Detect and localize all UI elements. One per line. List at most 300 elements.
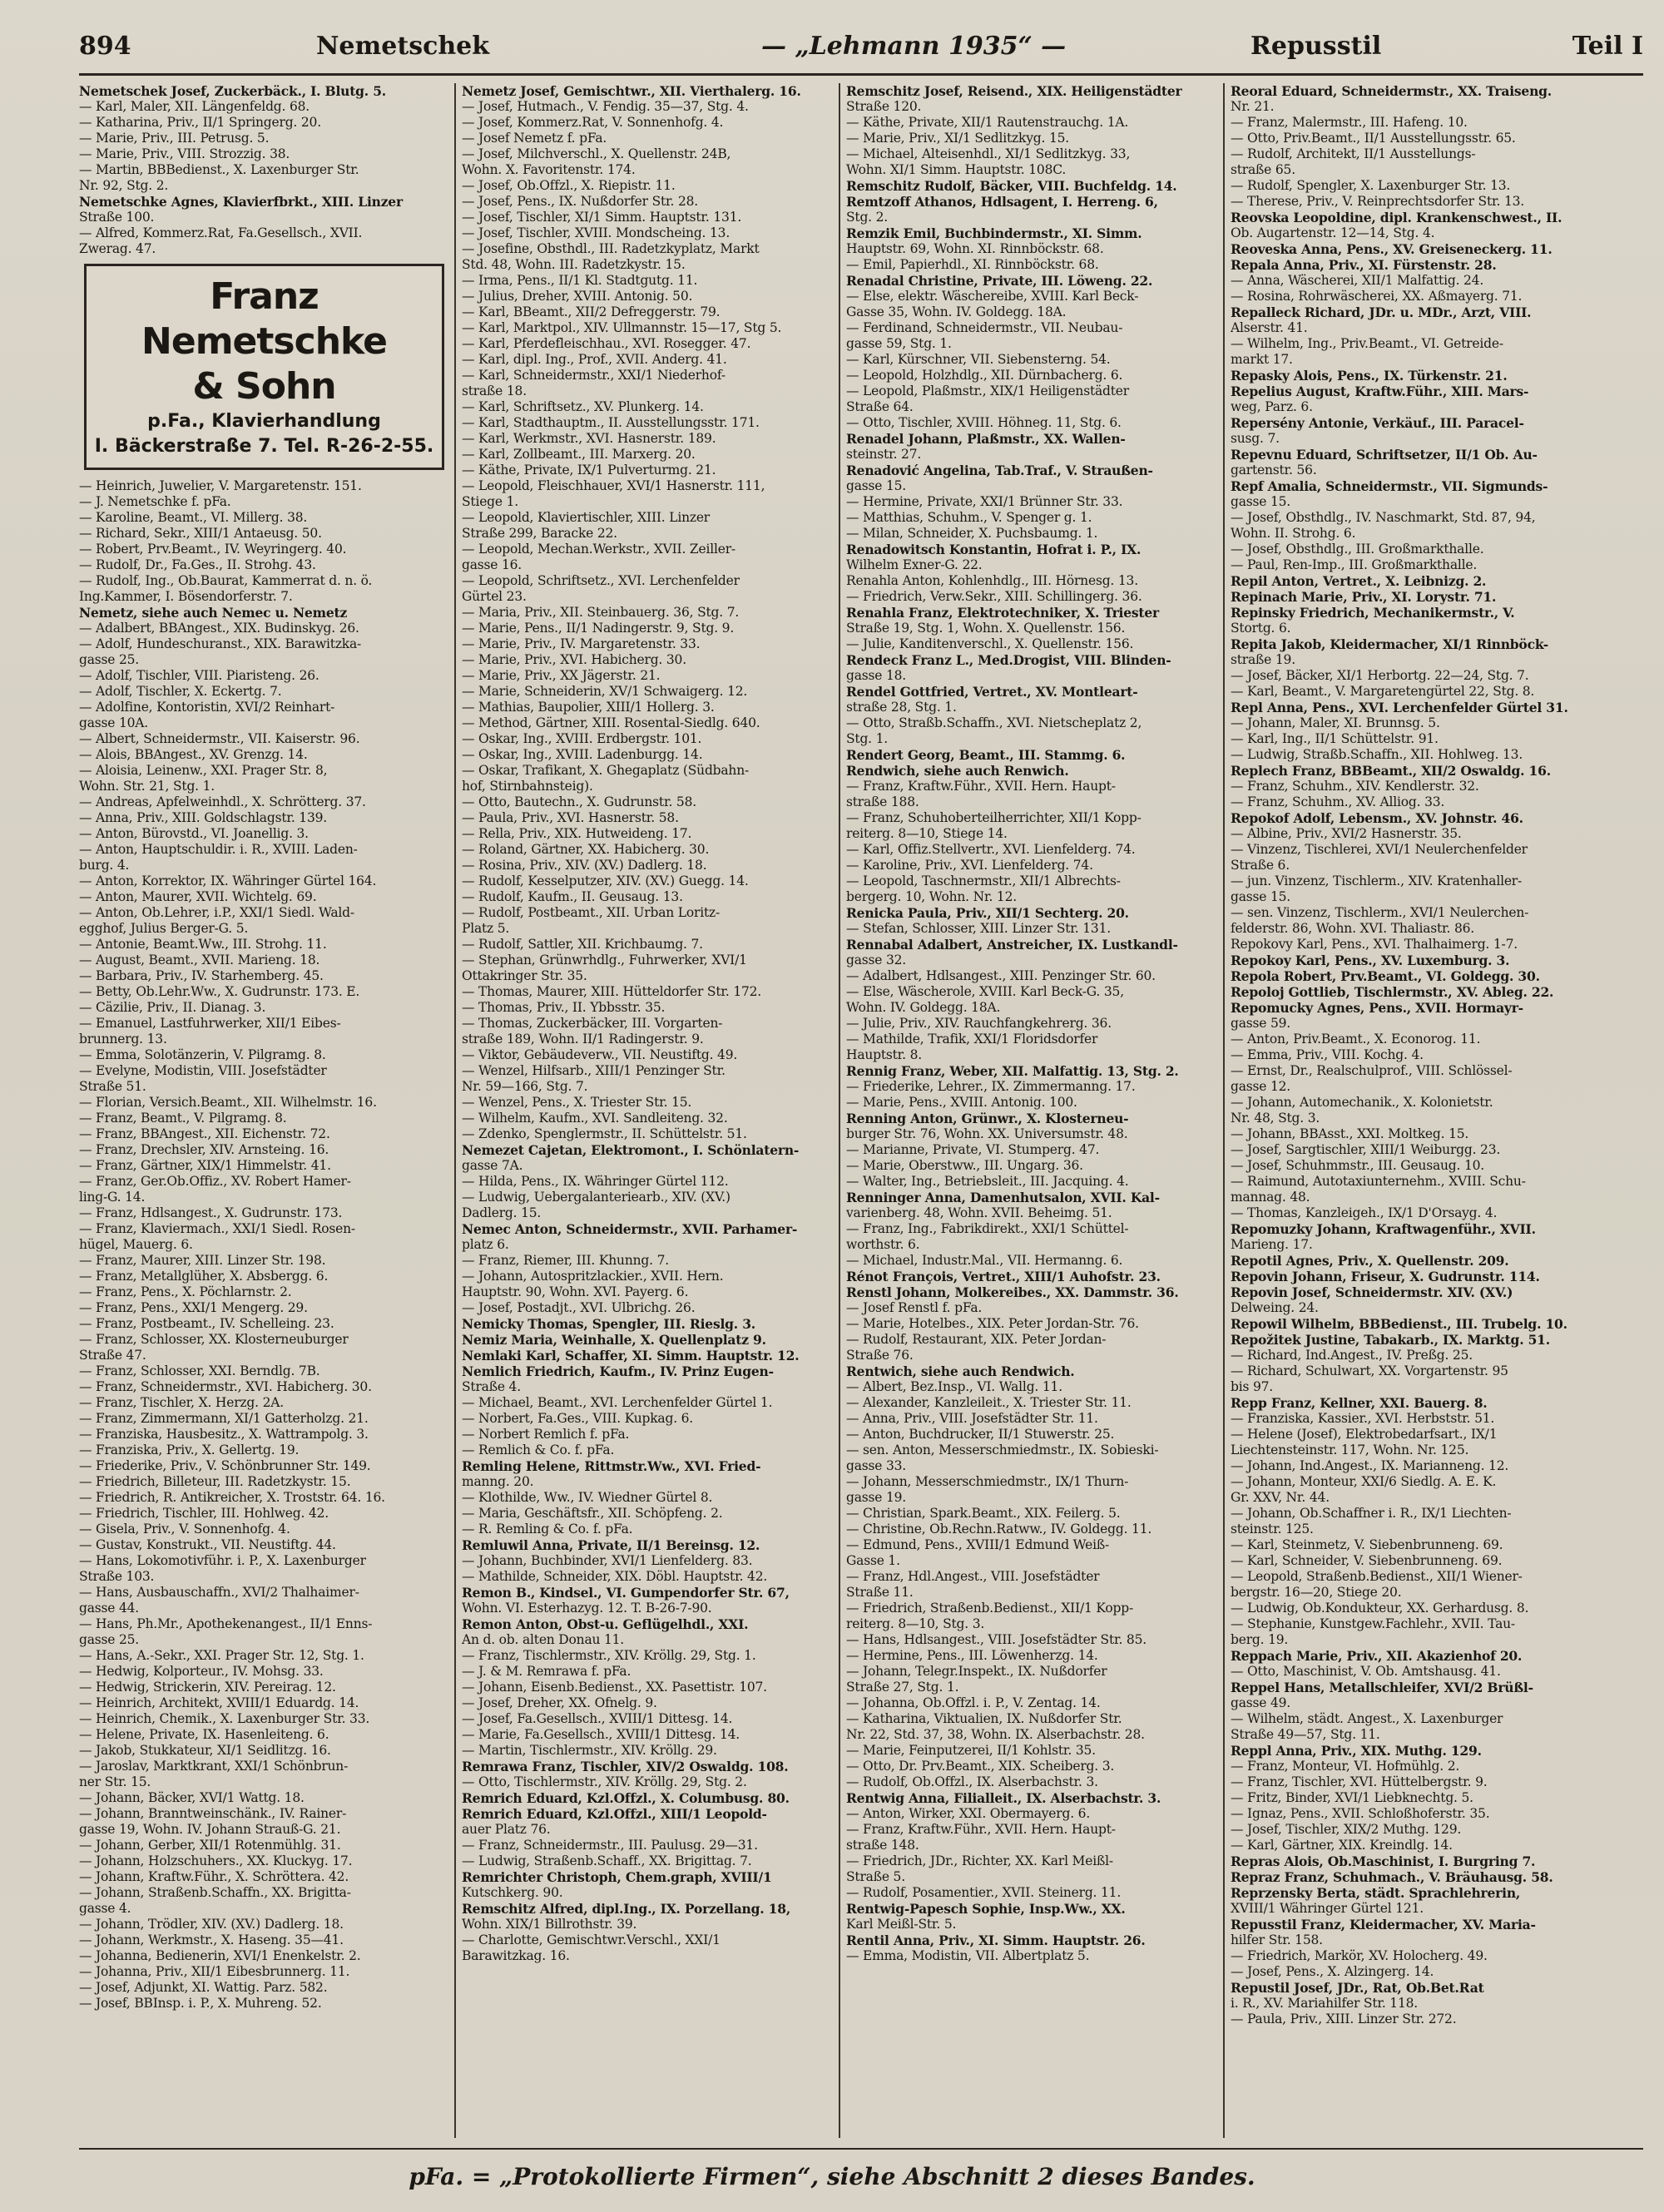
directory-entry-surname: Remling Helene, Rittmstr.Ww., XVI. Fried-	[462, 1458, 761, 1474]
directory-entry: — Roland, Gärtner, XX. Habicherg. 30.	[462, 842, 710, 857]
directory-entry: mannag. 48.	[1231, 1190, 1310, 1205]
directory-entry: — Leopold, Holzhdlg., XII. Dürnbacherg. 6.	[846, 368, 1123, 383]
directory-entry: — Marie, Pens., XVIII. Antonig. 100.	[846, 1095, 1077, 1110]
directory-entry: Zwerag. 47.	[79, 241, 156, 256]
column-1	[79, 83, 449, 2138]
directory-entry-surname: Renstl Johann, Molkereibes., XX. Dammstr. 36.	[846, 1284, 1179, 1300]
directory-entry: — Josef, Fa.Gesellsch., XVIII/1 Dittesg. 14.	[462, 1711, 733, 1726]
directory-entry: Straße 47.	[79, 1348, 146, 1363]
directory-entry: — Johann, Ob.Schaffner i. R., IX/1 Liechten-	[1231, 1506, 1512, 1521]
directory-entry: Delweing. 24.	[1231, 1300, 1319, 1315]
directory-entry: — Hans, Ausbauschaffn., XVI/2 Thalhaimer-	[79, 1585, 359, 1600]
directory-entry: — Johann, Holzschuhers., XX. Kluckyg. 17.	[79, 1853, 353, 1868]
directory-entry: — Marie, Fa.Gesellsch., XVIII/1 Dittesg. 14.	[462, 1727, 740, 1742]
directory-entry: — Evelyne, Modistin, VIII. Josefstädter	[79, 1063, 327, 1078]
directory-entry: — Josef, Pens., IX. Nußdorfer Str. 28.	[462, 194, 699, 209]
directory-entry: — Else, elektr. Wäschereibe, XVIII. Karl Beck-	[846, 289, 1139, 304]
directory-entry: — Rudolf, Sattler, XII. Krichbaumg. 7.	[462, 937, 703, 952]
directory-entry-surname: Repotil Agnes, Priv., X. Quellenstr. 209.	[1231, 1253, 1509, 1269]
directory-entry: — Leopold, Fleischhauer, XVI/1 Hasnerstr. 111,	[462, 478, 765, 493]
directory-entry: — Emma, Priv., VIII. Kochg. 4.	[1231, 1047, 1424, 1062]
directory-entry-surname: Nemetschek Josef, Zuckerbäck., I. Blutg. 5.	[79, 83, 386, 99]
directory-entry: — Friederike, Lehrer., IX. Zimmermanng. 17.	[846, 1079, 1136, 1094]
directory-entry: — Franziska, Priv., X. Gellertg. 19.	[79, 1443, 300, 1457]
directory-entry-surname: Remrichter Christoph, Chem.graph, XVIII/1	[462, 1869, 772, 1885]
directory-entry: — Anton, Hauptschuldir. i. R., XVIII. Laden-	[79, 842, 358, 857]
directory-entry-surname: Repola Robert, Prv.Beamt., VI. Goldegg. 30.	[1231, 968, 1540, 984]
directory-entry: — Anna, Priv., XIII. Goldschlagstr. 139.	[79, 810, 328, 825]
directory-entry: — Helene, Private, IX. Hasenleiteng. 6.	[79, 1727, 329, 1742]
directory-entry: — Oskar, Trafikant, X. Ghegaplatz (Südbahn-	[462, 763, 750, 778]
directory-entry: — Rudolf, Architekt, II/1 Ausstellungs-	[1231, 146, 1476, 161]
directory-entry: — Johann, Bäcker, XVI/1 Wattg. 18.	[79, 1790, 305, 1805]
directory-entry: gasse 33.	[846, 1458, 907, 1473]
directory-entry-surname: Nemetschke Agnes, Klavierfbrkt., XIII. Linzer	[79, 194, 403, 210]
directory-entry: gasse 15.	[1231, 889, 1291, 904]
directory-entry: — Josefine, Obsthdl., III. Radetzkyplatz, Markt	[462, 241, 760, 256]
directory-entry-surname: Rendeck Franz L., Med.Drogist, VIII. Blinden-	[846, 652, 1171, 668]
directory-entry: — Franz, Hdlsangest., X. Gudrunstr. 173.	[79, 1205, 343, 1220]
directory-entry-surname: Renahla Franz, Elektrotechniker, X. Triester	[846, 605, 1159, 621]
directory-entry: — Rudolf, Dr., Fa.Ges., II. Strohg. 43.	[79, 557, 316, 572]
directory-entry: — Alfred, Kommerz.Rat, Fa.Gesellsch., XVII.	[79, 225, 363, 240]
directory-entry: Kutschkerg. 90.	[462, 1885, 563, 1900]
directory-entry-surname: Repl Anna, Pens., XVI. Lerchenfelder Gürtel 31.	[1231, 700, 1568, 715]
directory-entry: — Wilhelm, Kaufm., XVI. Sandleiteng. 32.	[462, 1111, 728, 1126]
directory-entry: markt 17.	[1231, 352, 1293, 367]
directory-entry: burg. 4.	[79, 858, 130, 873]
directory-entry: — Emanuel, Lastfuhrwerker, XII/1 Eibes-	[79, 1016, 341, 1031]
directory-entry: gasse 44.	[79, 1601, 140, 1616]
directory-entry: — Karl, Zollbeamt., III. Marxerg. 20.	[462, 447, 696, 462]
column-3	[846, 83, 1218, 2138]
directory-entry-surname: Repras Alois, Ob.Maschinist, I. Burgring 7.	[1231, 1853, 1536, 1869]
directory-entry: hof, Stirnbahnsteig).	[462, 779, 593, 794]
directory-entry: — Katharina, Priv., II/1 Springerg. 20.	[79, 115, 321, 130]
directory-entry-surname: Repevnu Eduard, Schriftsetzer, II/1 Ob. Au-	[1231, 447, 1538, 463]
directory-entry: — Franz, Schneidermstr., XVI. Habicherg. 30.	[79, 1379, 372, 1394]
directory-entry: Nr. 59—166, Stg. 7.	[462, 1079, 588, 1094]
directory-entry: — Norbert, Fa.Ges., VIII. Kupkag. 6.	[462, 1411, 694, 1426]
directory-entry: — Anton, Priv.Beamt., X. Econorog. 11.	[1231, 1032, 1481, 1047]
directory-entry: — Julius, Dreher, XVIII. Antonig. 50.	[462, 289, 693, 304]
directory-entry-surname: Remrawa Franz, Tischler, XIV/2 Oswaldg. 108.	[462, 1759, 789, 1774]
directory-entry-surname: Renning Anton, Grünwr., X. Klosterneu-	[846, 1111, 1129, 1126]
directory-entry: — J. & M. Remrawa f. pFa.	[462, 1664, 631, 1679]
directory-entry: — Johann, Messerschmiedmstr., IX/1 Thurn-	[846, 1474, 1129, 1489]
directory-entry: — Hermine, Pens., III. Löwenherzg. 14.	[846, 1648, 1098, 1663]
directory-entry: — Michael, Industr.Mal., VII. Hermanng. 6.	[846, 1253, 1123, 1268]
directory-entry: — Walter, Ing., Betriebsleit., III. Jacquing. 4.	[846, 1174, 1129, 1189]
directory-entry: straße 189, Wohn. II/1 Radingerstr. 9.	[462, 1032, 704, 1047]
directory-entry: Wohn. X. Favoritenstr. 174.	[462, 162, 636, 177]
directory-entry-surname: Nemlich Friedrich, Kaufm., IV. Prinz Eugen-	[462, 1363, 774, 1379]
directory-entry: — Therese, Priv., V. Reinprechtsdorfer Str. 13.	[1231, 194, 1525, 209]
directory-entry-surname: Renadel Johann, Plaßmstr., XX. Wallen-	[846, 431, 1126, 447]
directory-entry-surname: Repovin Josef, Schneidermstr. XIV. (XV.)	[1231, 1284, 1513, 1300]
directory-entry-surname: Repustil Josef, JDr., Rat, Ob.Bet.Rat	[1231, 1980, 1484, 1996]
directory-entry: hügel, Mauerg. 6.	[79, 1237, 193, 1252]
directory-entry: gasse 4.	[79, 1901, 131, 1916]
directory-entry: — Rudolf, Spengler, X. Laxenburger Str. 13.	[1231, 178, 1511, 193]
directory-entry: — Emma, Modistin, VII. Albertplatz 5.	[846, 1948, 1090, 1963]
directory-entry: — Franz, Schneidermstr., III. Paulusg. 29—31.	[462, 1838, 758, 1853]
directory-entry: — Mathias, Baupolier, XIII/1 Hollerg. 3.	[462, 700, 715, 715]
directory-entry: — Karl, Offiz.Stellvertr., XVI. Lienfelderg. 74.	[846, 842, 1136, 857]
directory-entry: — Helene (Josef), Elektrobedarfsart., IX/1	[1231, 1427, 1498, 1442]
directory-entry-surname: Repomucky Agnes, Pens., XVII. Hormayr-	[1231, 1000, 1523, 1016]
directory-entry: — Josef, Tischler, XVIII. Mondscheing. 13.	[462, 225, 730, 240]
directory-entry-surname: Reoral Eduard, Schneidermstr., XX. Traiseng.	[1231, 83, 1552, 99]
directory-entry: — Friedrich, R. Antikreicher, X. Troststr. 64. 16.	[79, 1490, 385, 1505]
directory-entry: — Leopold, Straßenb.Bedienst., XII/1 Wiener-	[1231, 1569, 1523, 1584]
directory-entry: — Franz, Ing., Fabrikdirekt., XXI/1 Schüttel-	[846, 1221, 1129, 1236]
directory-entry: — Karl, Maler, XII. Längenfeldg. 68.	[79, 99, 310, 114]
directory-entry-surname: Remschitz Alfred, dipl.Ing., IX. Porzellang. 18,	[462, 1901, 791, 1917]
directory-entry-surname: Replech Franz, BBBeamt., XII/2 Oswaldg. 16.	[1231, 763, 1551, 779]
directory-entry-surname: Repokoy Karl, Pens., XV. Luxemburg. 3.	[1231, 953, 1510, 968]
directory-entry-surname: Reppel Hans, Metallschleifer, XVI/2 Brüßl-	[1231, 1680, 1533, 1695]
directory-entry: — Franz, Zimmermann, XI/1 Gatterholzg. 21.	[79, 1411, 369, 1426]
directory-entry: — Mathilde, Schneider, XIX. Döbl. Hauptstr. 42.	[462, 1569, 768, 1584]
directory-entry: — Michael, Beamt., XVI. Lerchenfelder Gürtel 1.	[462, 1395, 773, 1410]
directory-entry: — Irma, Pens., II/1 Kl. Stadtgutg. 11.	[462, 273, 698, 288]
directory-entry: — Franz, Schlosser, XXI. Berndlg. 7B.	[79, 1363, 320, 1378]
directory-entry-surname: Repita Jakob, Kleidermacher, XI/1 Rinnböck-	[1231, 636, 1548, 652]
directory-entry: — Anton, Ob.Lehrer, i.P., XXI/1 Siedl. Wald-	[79, 905, 354, 920]
directory-entry: Wohn. XIX/1 Billrothstr. 39.	[462, 1917, 637, 1932]
directory-entry: ling-G. 14.	[79, 1190, 146, 1205]
directory-entry: — sen. Anton, Messerschmiedmstr., IX. Sobieski-	[846, 1443, 1159, 1457]
column-divider	[454, 83, 456, 2138]
directory-entry: — Karl, Schneider, V. Siebenbrunneng. 69.	[1231, 1553, 1503, 1568]
directory-entry: — Thomas, Kanzleigeh., IX/1 D'Orsayg. 4.	[1231, 1205, 1498, 1220]
directory-entry: — Vinzenz, Tischlerei, XVI/1 Neulerchenfelder	[1231, 842, 1528, 857]
directory-entry: — Alexander, Kanzleileit., X. Triester Str. 11.	[846, 1395, 1132, 1410]
column-divider	[839, 83, 840, 2138]
directory-entry: — Johann, Trödler, XIV. (XV.) Dadlerg. 18.	[79, 1917, 344, 1932]
directory-entry: Straße 120.	[846, 99, 922, 114]
directory-entry: — Oskar, Ing., XVIII. Erdbergstr. 101.	[462, 731, 702, 746]
directory-entry-surname: Nemezet Cajetan, Elektromont., I. Schönlatern-	[462, 1142, 800, 1158]
directory-entry: Hauptstr. 8.	[846, 1047, 923, 1062]
directory-entry: — Fritz, Binder, XVI/1 Liebknechtg. 5.	[1231, 1790, 1473, 1805]
directory-entry: — Wilhelm, Ing., Priv.Beamt., VI. Getreide-	[1231, 336, 1503, 351]
directory-entry: — Marie, Pens., II/1 Nadingerstr. 9, Stg. 9.	[462, 621, 735, 636]
directory-entry: — Franziska, Kassier., XVI. Herbststr. 51.	[1231, 1411, 1495, 1426]
directory-entry: — Otto, Straßb.Schaffn., XVI. Nietscheplatz 2,	[846, 715, 1142, 730]
directory-entry: gasse 19, Wohn. IV. Johann Strauß-G. 21.	[79, 1822, 341, 1837]
advertisement-box	[84, 264, 444, 470]
directory-entry: Stg. 1.	[846, 731, 889, 746]
directory-entry-surname: Rendel Gottfried, Vertret., XV. Montleart-	[846, 684, 1138, 700]
directory-entry-surname: Repomuzky Johann, Kraftwagenführ., XVII.	[1231, 1221, 1536, 1237]
directory-entry: — Franz, Schuhm., XIV. Kendlerstr. 32.	[1231, 779, 1479, 794]
column-2	[462, 83, 834, 2138]
directory-entry: — Gustav, Konstrukt., VII. Neustiftg. 44.	[79, 1537, 336, 1552]
directory-entry: straße 188.	[846, 794, 919, 809]
directory-entry: — Martin, BBBedienst., X. Laxenburger Str.	[79, 162, 359, 177]
directory-entry: — Franz, Kraftw.Führ., XVII. Hern. Haupt-	[846, 779, 1116, 794]
directory-entry-surname: Remtzoff Athanos, Hdlsagent, I. Herreng. 6,	[846, 194, 1158, 210]
directory-entry: — Antonie, Beamt.Ww., III. Strohg. 11.	[79, 937, 327, 952]
directory-entry: Ottakringer Str. 35.	[462, 968, 587, 983]
directory-entry: — Marie, Priv., VIII. Strozzig. 38.	[79, 146, 290, 161]
directory-entry: brunnerg. 13.	[79, 1032, 167, 1047]
directory-entry: Nr. 22, Std. 37, 38, Wohn. IX. Alserbachstr. 28.	[846, 1727, 1145, 1742]
directory-entry: — Franz, BBAngest., XII. Eichenstr. 72.	[79, 1126, 330, 1141]
directory-entry: Nr. 48, Stg. 3.	[1231, 1111, 1320, 1126]
directory-entry: — Albert, Bez.Insp., VI. Wallg. 11.	[846, 1379, 1062, 1394]
directory-entry-surname: Repowil Wilhelm, BBBedienst., III. Trubelg. 10.	[1231, 1316, 1567, 1332]
directory-entry: ner Str. 15.	[79, 1774, 151, 1789]
directory-entry: — Karl, Gärtner, XIX. Kreindlg. 14.	[1231, 1838, 1453, 1853]
directory-entry: — Maria, Priv., XII. Steinbauerg. 36, Stg. 7.	[462, 605, 740, 620]
directory-entry: Dadlerg. 15.	[462, 1205, 542, 1220]
directory-entry: — Betty, Ob.Lehr.Ww., X. Gudrunstr. 173. E.	[79, 984, 360, 999]
directory-entry: — Josef, Sargtischler, XIII/1 Weiburgg. 23.	[1231, 1142, 1501, 1157]
directory-entry: Gasse 1.	[846, 1553, 900, 1568]
directory-entry-surname: Nemlaki Karl, Schaffer, XI. Simm. Hauptstr. 12.	[462, 1348, 800, 1363]
directory-entry: burger Str. 76, Wohn. XX. Universumstr. 48.	[846, 1126, 1128, 1141]
directory-entry: — Käthe, Private, IX/1 Pulverturmg. 21.	[462, 463, 716, 478]
directory-entry: — Heinrich, Chemik., X. Laxenburger Str. 33.	[79, 1711, 370, 1726]
directory-entry-surname: Rénot François, Vertret., XIII/1 Auhofstr. 23.	[846, 1269, 1161, 1284]
directory-entry: Hauptstr. 90, Wohn. XVI. Payerg. 6.	[462, 1284, 689, 1299]
directory-entry: straße 18.	[462, 384, 527, 398]
directory-entry: Platz 5.	[462, 921, 510, 936]
directory-entry: Straße 49—57, Stg. 11.	[1231, 1727, 1380, 1742]
directory-entry: — Josef, Obsthdlg., IV. Naschmarkt, Std. 87, 94,	[1231, 510, 1536, 525]
directory-entry: — Hans, Lokomotivführ. i. P., X. Laxenburger	[79, 1553, 366, 1568]
directory-entry: — Leopold, Taschnermstr., XII/1 Albrechts-	[846, 873, 1121, 888]
directory-entry: — Oskar, Ing., XVIII. Ladenburgg. 14.	[462, 747, 703, 762]
directory-entry: Straße 76.	[846, 1348, 914, 1363]
directory-entry: — Remlich & Co. f. pFa.	[462, 1443, 615, 1457]
directory-entry: Hauptstr. 69, Wohn. XI. Rinnböckstr. 68.	[846, 241, 1104, 256]
column-4	[1231, 83, 1643, 2138]
directory-entry-surname: Repusstil Franz, Kleidermacher, XV. Maria-	[1231, 1917, 1536, 1932]
directory-entry: Stiege 1.	[462, 494, 518, 509]
directory-entry: gasse 10A.	[79, 715, 149, 730]
directory-entry: — Josef, Kommerz.Rat, V. Sonnenhofg. 4.	[462, 115, 724, 130]
directory-entry: gasse 15.	[1231, 494, 1291, 509]
directory-entry-surname: Repil Anton, Vertret., X. Leibnizg. 2.	[1231, 573, 1487, 589]
directory-entry: — Adalbert, BBAngest., XIX. Budinskyg. 26.	[79, 621, 359, 636]
directory-entry: — Franziska, Hausbesitz., X. Wattrampolg. 3.	[79, 1427, 369, 1442]
directory-entry: — Marie, Feinputzerei, II/1 Kohlstr. 35.	[846, 1743, 1096, 1758]
directory-entry-surname: Renninger Anna, Damenhutsalon, XVII. Kal-	[846, 1190, 1160, 1205]
directory-entry: — Norbert Remlich f. pFa.	[462, 1427, 630, 1442]
directory-entry-surname: Rentil Anna, Priv., XI. Simm. Hauptstr. 26.	[846, 1932, 1146, 1948]
directory-entry-surname: Remrich Eduard, Kzl.Offzl., X. Columbusg. 80.	[462, 1790, 790, 1806]
directory-entry: bergstr. 16—20, Stiege 20.	[1231, 1585, 1402, 1600]
directory-entry: — Anton, Bürovstd., VI. Joanellig. 3.	[79, 826, 309, 841]
first-name-guide: Nemetschek	[316, 32, 490, 61]
directory-entry: — Josef, Dreher, XX. Ofnelg. 9.	[462, 1695, 657, 1710]
directory-entry: — Marie, Priv., XI/1 Sedlitzkyg. 15.	[846, 131, 1069, 146]
directory-entry: — Heinrich, Juwelier, V. Margaretenstr. 151.	[79, 478, 362, 493]
directory-entry: — Wilhelm, städt. Angest., X. Laxenburger	[1231, 1711, 1503, 1726]
directory-entry: — Karl, Schriftsetz., XV. Plunkerg. 14.	[462, 399, 704, 414]
directory-entry: auer Platz 76.	[462, 1822, 551, 1837]
directory-entry: — Method, Gärtner, XIII. Rosental-Siedlg. 640.	[462, 715, 760, 730]
directory-entry: — Marie, Priv., IV. Margaretenstr. 33.	[462, 636, 701, 651]
page-footer-note: pFa. = „Protokollierte Firmen“, siehe Abschnitt 2 dieses Bandes.	[409, 2163, 1255, 2190]
directory-entry: — Josef, Obsthdlg., III. Großmarkthalle.	[1231, 542, 1484, 557]
directory-entry: — Jakob, Stukkateur, XI/1 Seidlitzg. 16.	[79, 1743, 331, 1758]
directory-entry-surname: Nemetz, siehe auch Nemec u. Nemetz	[79, 605, 348, 621]
page-header	[79, 32, 1643, 65]
directory-entry: — Thomas, Maurer, XIII. Hütteldorfer Str. 172.	[462, 984, 762, 999]
directory-entry: — Marie, Hotelbes., XIX. Peter Jordan-Str. 76.	[846, 1316, 1139, 1331]
directory-entry: — Paula, Priv., XVI. Hasnerstr. 58.	[462, 810, 679, 825]
directory-entry: — Ludwig, Ob.Kondukteur, XX. Gerhardusg. 8.	[1231, 1601, 1529, 1616]
directory-entry: — Ludwig, Uebergalanteriearb., XIV. (XV.)	[462, 1190, 730, 1205]
directory-entry-surname: Rendwich, siehe auch Renwich.	[846, 763, 1069, 779]
directory-entry: — Stefan, Schlosser, XIII. Linzer Str. 131.	[846, 921, 1111, 936]
directory-entry: — Friederike, Priv., V. Schönbrunner Str. 149.	[79, 1458, 371, 1473]
column-4-entries	[1231, 83, 1643, 2027]
directory-entry: Renahla Anton, Kohlenhdlg., III. Hörnesg. 13.	[846, 573, 1138, 588]
directory-entry: — Robert, Prv.Beamt., IV. Weyringerg. 40.	[79, 542, 347, 557]
directory-entry: — Otto, Tischler, XVIII. Höhneg. 11, Stg. 6.	[846, 415, 1122, 430]
directory-entry-surname: Rentwich, siehe auch Rendwich.	[846, 1363, 1075, 1379]
directory-entry: — Viktor, Gebäudeverw., VII. Neustiftg. 49.	[462, 1047, 738, 1062]
directory-entry: — Franz, Monteur, VI. Hofmühlg. 2.	[1231, 1759, 1460, 1774]
directory-entry: — Adolf, Hundeschuranst., XIX. Barawitzka-	[79, 636, 362, 651]
directory-entry: — Adolf, Tischler, VIII. Piaristeng. 26.	[79, 668, 319, 683]
directory-entry: — Adolf, Tischler, X. Eckertg. 7.	[79, 684, 282, 699]
directory-entry-surname: Repraz Franz, Schuhmach., V. Bräuhausg. 58.	[1231, 1869, 1553, 1885]
directory-entry-surname: Rentwig Anna, Filialleit., IX. Alserbachstr. 3.	[846, 1790, 1161, 1806]
directory-entry: — Julie, Kanditenverschl., X. Quellenstr. 156.	[846, 636, 1134, 651]
directory-entry: gartenstr. 56.	[1231, 463, 1317, 478]
directory-entry: Gasse 35, Wohn. IV. Goldegg. 18A.	[846, 304, 1067, 319]
directory-entry: — Charlotte, Gemischtwr.Verschl., XXI/1	[462, 1932, 721, 1947]
directory-entry: — Albine, Priv., XVI/2 Hasnerstr. 35.	[1231, 826, 1462, 841]
directory-entry: — Hedwig, Strickerin, XIV. Pereirag. 12.	[79, 1680, 336, 1695]
directory-entry: — Johann, Werkmstr., X. Haseng. 35—41.	[79, 1932, 344, 1947]
directory-entry: — J. Nemetschke f. pFa.	[79, 494, 231, 509]
directory-entry: — Franz, Schuhm., XV. Alliog. 33.	[1231, 794, 1445, 809]
directory-entry-surname: Repp Franz, Kellner, XXI. Bauerg. 8.	[1231, 1395, 1488, 1411]
directory-entry: — Josef Renstl f. pFa.	[846, 1300, 983, 1315]
directory-entry: — Josef, Tischler, XIX/2 Muthg. 129.	[1231, 1822, 1462, 1837]
directory-entry-surname: Reppach Marie, Priv., XII. Akazienhof 20.	[1231, 1648, 1523, 1664]
directory-entry: — Christian, Spark.Beamt., XIX. Feilerg. 5.	[846, 1506, 1121, 1521]
directory-entry-surname: Repožitek Justine, Tabakarb., IX. Marktg. 51.	[1231, 1332, 1550, 1348]
directory-entry: — R. Remling & Co. f. pFa.	[462, 1522, 633, 1537]
directory-entry: — Karoline, Priv., XVI. Lienfelderg. 74.	[846, 858, 1093, 873]
column-1-entries-top	[79, 83, 449, 257]
directory-entry-surname: Renadowitsch Konstantin, Hofrat i. P., IX.	[846, 542, 1142, 557]
directory-entry: worthstr. 6.	[846, 1237, 920, 1252]
directory-entry-surname: Rennig Franz, Weber, XII. Malfattig. 13, Stg. 2.	[846, 1063, 1179, 1079]
directory-entry: — Friedrich, JDr., Richter, XX. Karl Meißl-	[846, 1853, 1113, 1868]
directory-entry: — Leopold, Schriftsetz., XVI. Lerchenfelder	[462, 573, 740, 588]
directory-entry: — Richard, Schulwart, XX. Vorgartenstr. 95	[1231, 1363, 1508, 1378]
directory-entry: straße 148.	[846, 1838, 919, 1853]
directory-entry-surname: Repala Anna, Priv., XI. Fürstenstr. 28.	[1231, 257, 1497, 273]
directory-entry: — Franz, Schlosser, XX. Klosterneuburger	[79, 1332, 349, 1347]
directory-entry: — Leopold, Mechan.Werkstr., XVII. Zeiller-	[462, 542, 735, 557]
directory-entry: Straße 5.	[846, 1869, 905, 1884]
directory-entry: — Rudolf, Ob.Offzl., IX. Alserbachstr. 3.	[846, 1774, 1098, 1789]
footer-divider	[79, 2148, 1643, 2150]
directory-entry-surname: Renadal Christine, Private, III. Löweng. 22.	[846, 273, 1153, 289]
directory-entry: — Hans, A.-Sekr., XXI. Prager Str. 12, Stg. 1.	[79, 1648, 364, 1663]
directory-entry: — Karl, Ing., II/1 Schüttelstr. 91.	[1231, 731, 1439, 746]
directory-entry: gasse 25.	[79, 1632, 140, 1647]
directory-entry-surname: Reovska Leopoldine, dipl. Krankenschwest., II.	[1231, 210, 1562, 225]
directory-entry: — Raimund, Autotaxiunternehm., XVIII. Schu-	[1231, 1174, 1526, 1189]
directory-entry: — Christine, Ob.Rechn.Ratww., IV. Goldegg. 11.	[846, 1522, 1152, 1537]
directory-entry: weg, Parz. 6.	[1231, 399, 1313, 414]
directory-entry: — Wenzel, Hilfsarb., XIII/1 Penzinger Str.	[462, 1063, 726, 1078]
directory-entry: — Franz, Ger.Ob.Offiz., XV. Robert Hamer-	[79, 1174, 351, 1189]
directory-entry: gasse 12.	[1231, 1079, 1291, 1094]
directory-entry: — Anna, Priv., VIII. Josefstädter Str. 11.	[846, 1411, 1098, 1426]
directory-entry: — Johann, Automechanik., X. Kolonietstr.	[1231, 1095, 1493, 1110]
directory-entry: — Rosina, Rohrwäscherei, XX. Aßmayerg. 71.	[1231, 289, 1523, 304]
directory-entry: — Anton, Buchdrucker, II/1 Stuwerstr. 25.	[846, 1427, 1115, 1442]
directory-entry: Straße 19, Stg. 1, Wohn. X. Quellenstr. 156.	[846, 621, 1126, 636]
directory-entry: gasse 32.	[846, 953, 907, 967]
directory-entry: — Josef, Bäcker, XI/1 Herbortg. 22—24, Stg. 7.	[1231, 668, 1529, 683]
directory-entry: Wohn. II. Strohg. 6.	[1231, 526, 1356, 541]
directory-entry: — Richard, Ind.Angest., IV. Preßg. 25.	[1231, 1348, 1473, 1363]
directory-entry: Karl Meißl-Str. 5.	[846, 1917, 957, 1932]
directory-entry: — Adalbert, Hdlsangest., XIII. Penzinger Str. 60.	[846, 968, 1156, 983]
directory-entry: straße 28, Stg. 1.	[846, 700, 957, 715]
directory-entry: — Hermine, Private, XXI/1 Brünner Str. 33.	[846, 494, 1123, 509]
directory-entry-surname: Reoveska Anna, Pens., XV. Greiseneckerg. 11.	[1231, 241, 1553, 257]
directory-entry-surname: Nemetz Josef, Gemischtwr., XII. Vierthalerg. 16.	[462, 83, 801, 99]
directory-entry: gasse 59, Stg. 1.	[846, 336, 952, 351]
directory-entry: — Franz, Kraftw.Führ., XVII. Hern. Haupt-	[846, 1822, 1116, 1837]
directory-entry: Straße 64.	[846, 399, 914, 414]
directory-entry: — Else, Wäscherole, XVIII. Karl Beck-G. 35,	[846, 984, 1124, 999]
directory-entry: — Johanna, Priv., XII/1 Eibesbrunnerg. 11.	[79, 1964, 350, 1979]
directory-entry: — Johann, Straßenb.Schaffn., XX. Brigitta-	[79, 1885, 351, 1900]
directory-entry: — Karl, Steinmetz, V. Siebenbrunneng. 69.	[1231, 1537, 1503, 1552]
directory-entry: Straße 299, Baracke 22.	[462, 526, 617, 541]
directory-entry: — Johann, Telegr.Inspekt., IX. Nußdorfer	[846, 1664, 1107, 1679]
directory-entry: — Rudolf, Ing., Ob.Baurat, Kammerrat d. n. ö.	[79, 573, 373, 588]
directory-entry: bergerg. 10, Wohn. Nr. 12.	[846, 889, 1017, 904]
directory-entry: — Johann, Kraftw.Führ., X. Schröttera. 42.	[79, 1869, 349, 1884]
directory-entry: — Johann, Branntweinschänk., IV. Rainer-	[79, 1806, 347, 1821]
directory-entry: — Friedrich, Tischler, III. Hohlweg. 42.	[79, 1506, 329, 1521]
directory-entry: platz 6.	[462, 1237, 509, 1252]
directory-entry: Wohn. VI. Esterhazyg. 12. T. B-26-7-90.	[462, 1601, 712, 1616]
directory-entry-surname: Rentwig-Papesch Sophie, Insp.Ww., XX.	[846, 1901, 1126, 1917]
directory-entry: — Franz, Klaviermach., XXI/1 Siedl. Rosen-	[79, 1221, 355, 1236]
directory-entry: Wohn. Str. 21, Stg. 1.	[79, 779, 215, 794]
directory-entry: — Johann, Eisenb.Bedienst., XX. Pasettistr. 107.	[462, 1680, 767, 1695]
directory-entry: — Franz, Hdl.Angest., VIII. Josefstädter	[846, 1569, 1100, 1584]
directory-entry: — Jaroslav, Marktkrant, XXI/1 Schönbrun-	[79, 1759, 349, 1774]
page-number: 894	[79, 32, 131, 61]
directory-entry: steinstr. 27.	[846, 447, 922, 462]
directory-entry-surname: Nemec Anton, Schneidermstr., XVII. Parhamer-	[462, 1221, 798, 1237]
directory-entry-surname: Remon B., Kindsel., VI. Gumpendorfer Str. 67,	[462, 1585, 790, 1601]
directory-entry: — Johanna, Ob.Offzl. i. P., V. Zentag. 14.	[846, 1695, 1101, 1710]
directory-entry: — Hilda, Pens., IX. Währinger Gürtel 112.	[462, 1174, 729, 1189]
directory-entry: Repokovy Karl, Pens., XVI. Thalhaimerg. 1-7.	[1231, 937, 1518, 952]
directory-entry: — Hedwig, Kolporteur., IV. Mohsg. 33.	[79, 1664, 324, 1679]
